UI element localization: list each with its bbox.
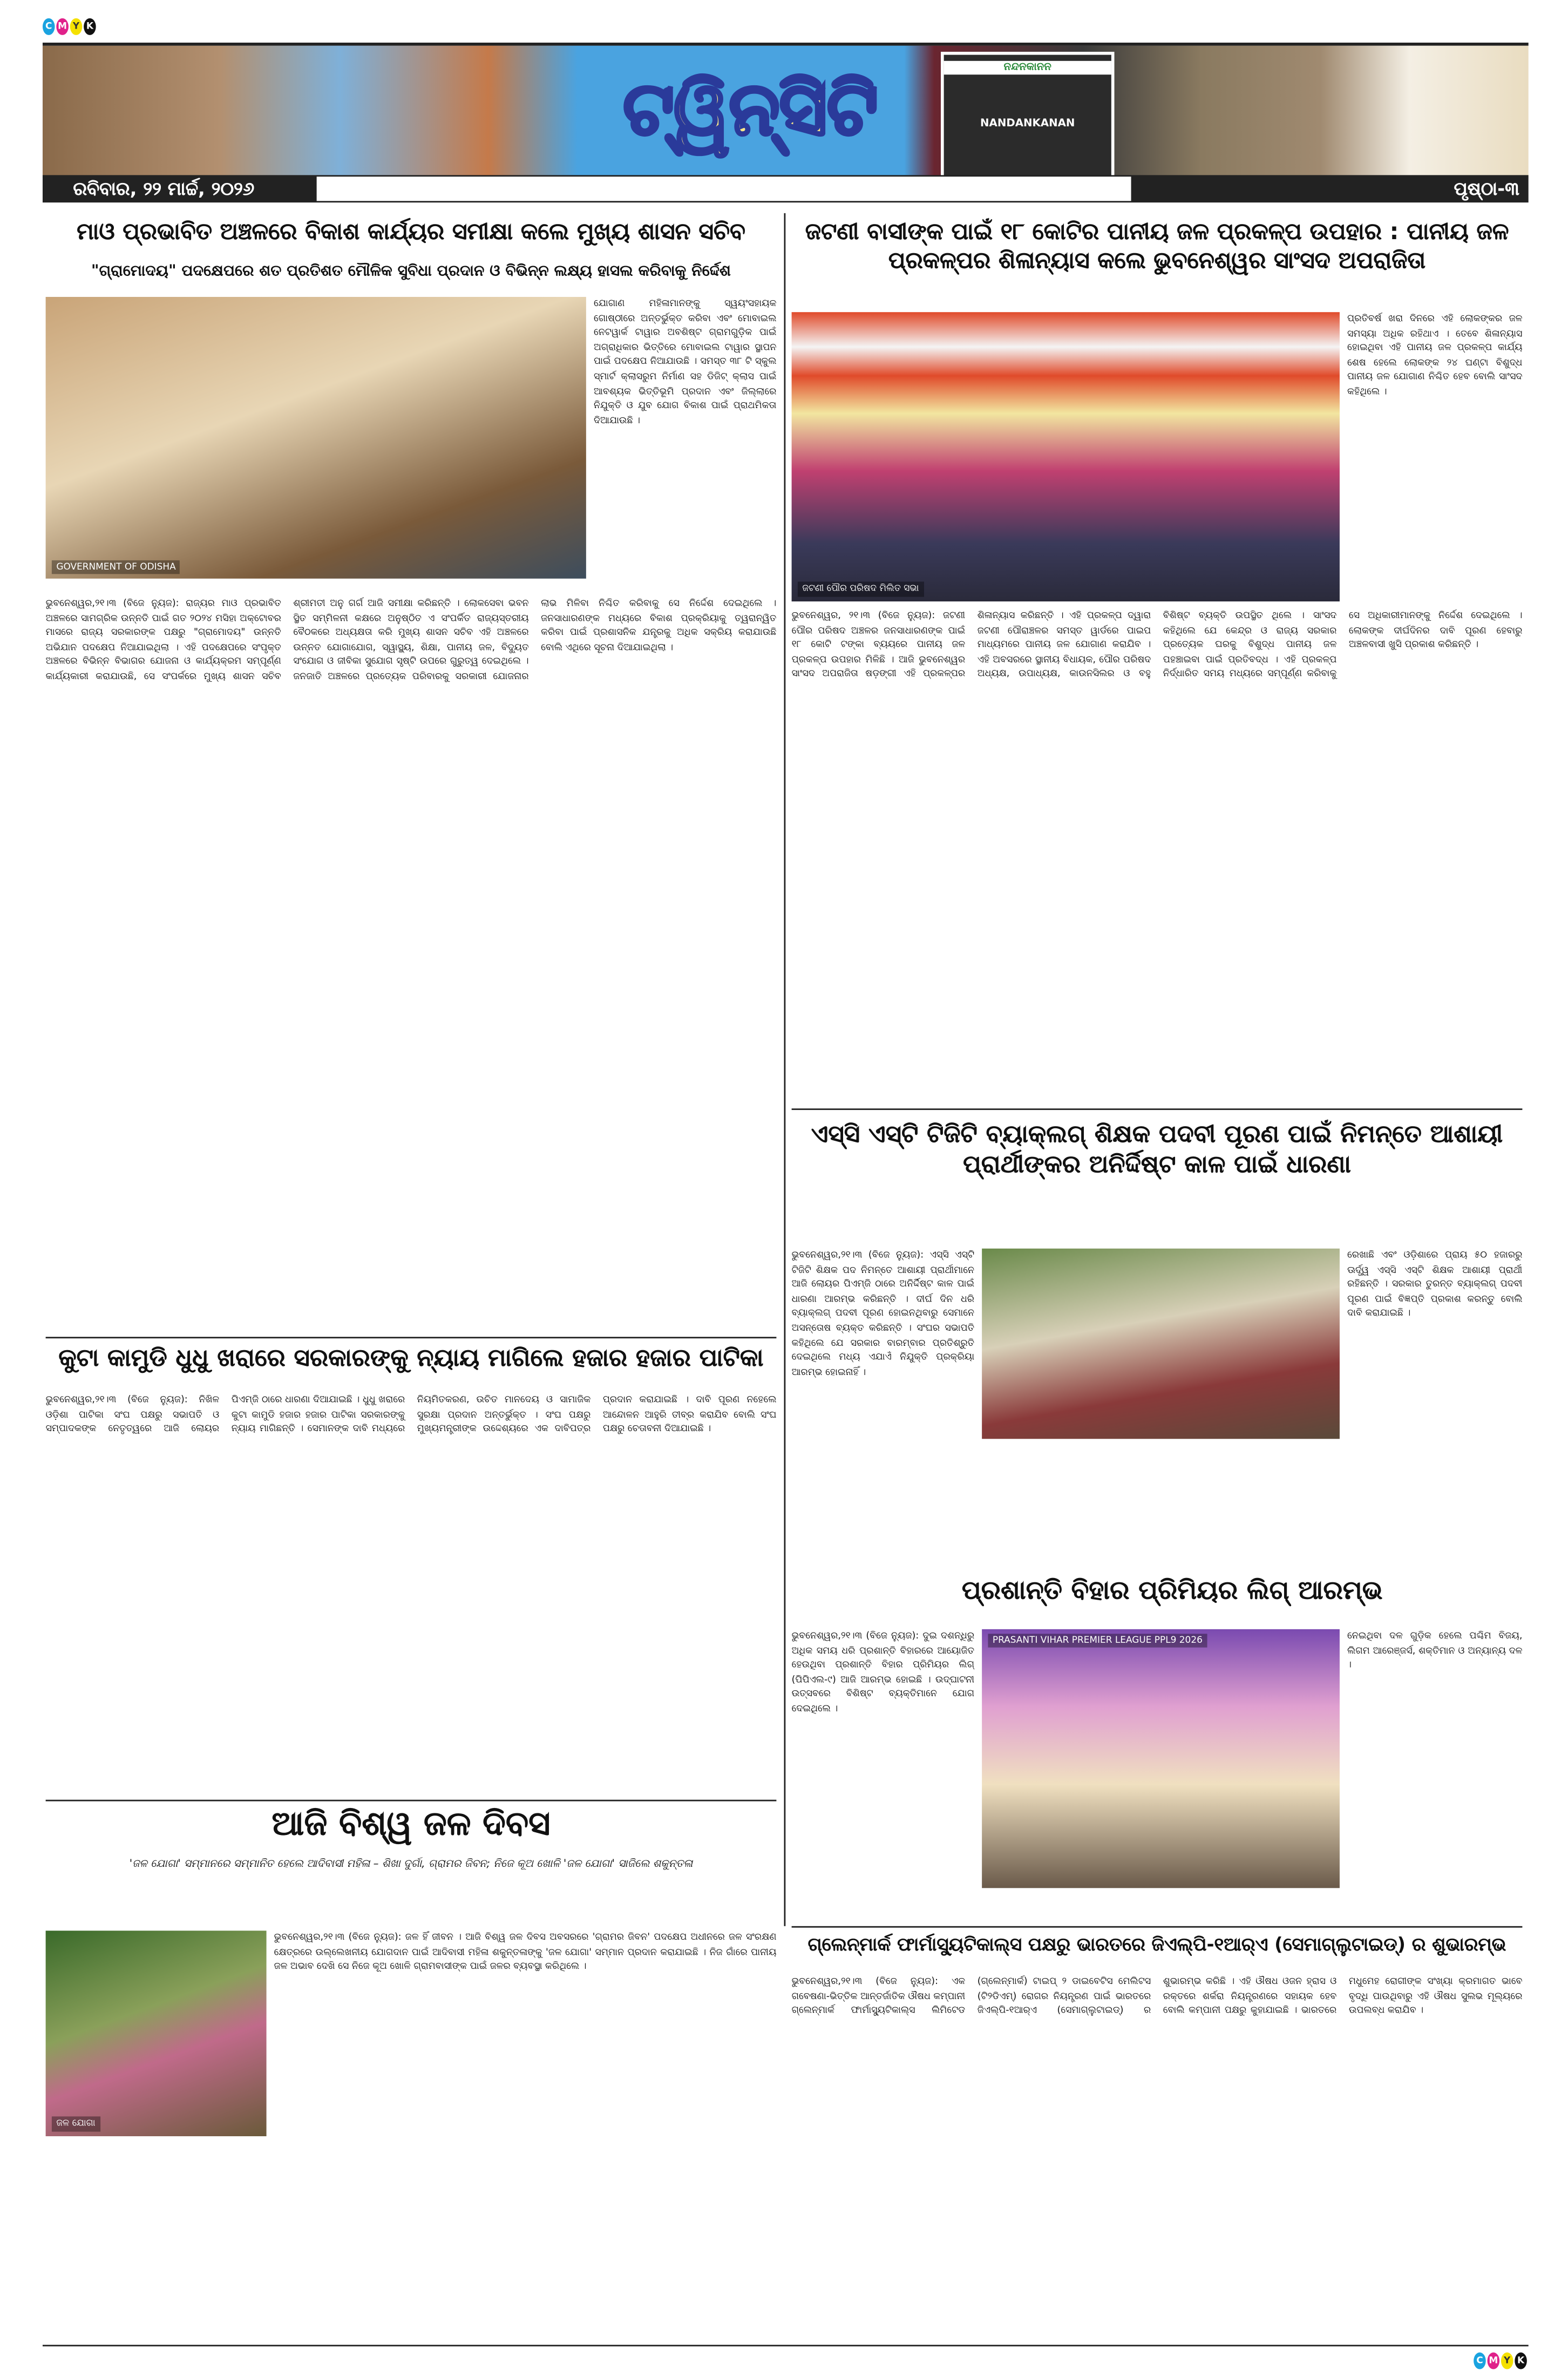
article-headline: ମାଓ ପ୍ରଭାବିତ ଅଞ୍ଚଳରେ ବିକାଶ କାର୍ଯ୍ୟର ସମୀକ୍ଷା କଲେ ମୁଖ୍ୟ ଶାସନ ସଚିବ (77, 218, 745, 246)
photo-caption: ଜଳ ଯୋଗା (52, 2116, 100, 2131)
article-body: ଭୁବନେଶ୍ୱର, ୨୧।୩ (ବିଜେ ନ୍ୟୁଜ): ଜଟଣୀ ପୌର ପରିଷଦ ଅଞ୍ଚଳର ଜନସାଧାରଣଙ୍କ ପାଇଁ ୧୮ କୋଟି ଟଙ୍କା ବ୍ୟୟରେ ପାନୀୟ ଜଳ ପ୍ରକଳ୍ପ ଉପହାର ମିଳିଛି । ଆଜି ଭୁବନେଶ୍ୱର ସାଂସଦ ଅପରାଜିତା ଷଡ଼ଙ୍ଗୀ ଏହି ପ୍ରକଳ୍ପର ଶିଳାନ୍ୟାସ କରିଛନ୍ତି । ଏହି ପ୍ରକଳ୍ପ ଦ୍ୱାରା ଜଟଣୀ ପୌରାଞ୍ଚଳର ସମସ୍ତ ୱାର୍ଡରେ ପାଇପ ମାଧ୍ୟମରେ ପାନୀୟ ଜଳ ଯୋଗାଣ କରାଯିବ । ଏହି ଅବସରରେ ସ୍ଥାନୀୟ ବିଧାୟକ, ପୌର ପରିଷଦ ଅଧ୍ୟକ୍ଷ, ଉପାଧ୍ୟକ୍ଷ, କାଉନସିଲର ଓ ବହୁ ବିଶିଷ୍ଟ ବ୍ୟକ୍ତି ଉପସ୍ଥିତ ଥିଲେ । ସାଂସଦ କହିଥିଲେ ଯେ କେନ୍ଦ୍ର ଓ ରାଜ୍ୟ ସରକାର ପ୍ରତ୍ୟେକ ଘରକୁ ବିଶୁଦ୍ଧ ପାନୀୟ ଜଳ ପହଞ୍ଚାଇବା ପାଇଁ ପ୍ରତିବଦ୍ଧ । ଏହି ପ୍ରକଳ୍ପ ନିର୍ଦ୍ଧାରିତ ସମୟ ମଧ୍ୟରେ ସମ୍ପୂର୍ଣ୍ଣ କରିବାକୁ ସେ ଅଧିକାରୀମାନଙ୍କୁ ନିର୍ଦ୍ଦେଶ ଦେଇଥିଲେ । ଲୋକଙ୍କ ଦୀର୍ଘଦିନର ଦାବି ପୂରଣ ହେବାରୁ ଅଞ୍ଚଳବାସୀ ଖୁସି ପ୍ରକାଶ କରିଛନ୍ତି । (791, 610, 1523, 680)
article-headline: କୁଟା କାମୁଡି ଧୁଧୁ ଖରାରେ ସରକାରଙ୍କୁ ନ୍ୟାୟ ମାଗିଲେ ହଜାର ହଜାର ପାଟିକା (58, 1343, 764, 1372)
article-headline: ଆଜି ବିଶ୍ୱ ଜଳ ଦିବସ (271, 1805, 551, 1844)
photo-caption: PRASANTI VIHAR PREMIER LEAGUE PPL9 2026 (988, 1634, 1207, 1647)
black-mark: K (84, 18, 96, 35)
nandankanan-gate-image (941, 52, 1115, 178)
article-body: ଭୁବନେଶ୍ୱର,୨୧।୩ (ବିଜେ ନ୍ୟୁଜ): ଏସ୍‌ସି ଏସ୍‌ଟି ଟିଜିଟି ଶିକ୍ଷକ ପଦ ନିମନ୍ତେ ଆଶାୟୀ ପ୍ରାର୍ଥୀମାନେ ଆଜି ଲୋୟର ପିଏମ୍‌ଜି ଠାରେ ଅନିର୍ଦ୍ଦିଷ୍ଟ କାଳ ପାଇଁ ଧାରଣା ଆରମ୍ଭ କରିଛନ୍ତି । ଦୀର୍ଘ ଦିନ ଧରି ବ୍ୟାକ୍‌ଲଗ୍ ପଦବୀ ପୂରଣ ହୋଇନଥିବାରୁ ସେମାନେ ଅସନ୍ତୋଷ ବ୍ୟକ୍ତ କରିଛନ୍ତି । ସଂଘର ସଭାପତି କହିଥିଲେ ଯେ ସରକାର ବାରମ୍ବାର ପ୍ରତିଶ୍ରୁତି ଦେଇଥିଲେ ମଧ୍ୟ ଏଯାଏଁ ନିଯୁକ୍ତି ପ୍ରକ୍ରିୟା ଆରମ୍ଭ ହୋଇନାହିଁ । (791, 1250, 975, 1378)
article-headline: ଏସ୍‌ସି ଏସ୍‌ଟି ଟିଜିଟି ବ୍ୟାକ୍‌ଲଗ୍ ଶିକ୍ଷକ ପଦବୀ ପୂରଣ ପାଇଁ ନିମନ୍ତେ ଆଶାୟୀ ପ୍ରାର୍ଥୀଙ୍କର ଅନିର୍ଦ୍ଦିଷ୍ଟ କାଳ ପାଇଁ ଧାରଣା (811, 1119, 1503, 1179)
article-body: ଭୁବନେଶ୍ୱର,୨୧।୩ (ବିଜେ ନ୍ୟୁଜ): ଜଳ ହିଁ ଜୀବନ । ଆଜି ବିଶ୍ୱ ଜଳ ଦିବସ ଅବସରରେ 'ଗ୍ରାମର ଜିବନ' ପଦକ୍ଷେପ ଅଧୀନରେ ଜଳ ସଂରକ୍ଷଣ କ୍ଷେତ୍ରରେ ଉଲ୍ଲେଖନୀୟ ଯୋଗଦାନ ପାଇଁ ଆଦିବାସୀ ମହିଳା ଶକୁନ୍ତଳାଙ୍କୁ 'ଜଳ ଯୋଗା' ସମ୍ମାନ ପ୍ରଦାନ କରାଯାଇଛି । ନିଜ ଗାଁରେ ପାନୀୟ ଜଳ ଅଭାବ ଦେଖି ସେ ନିଜେ କୂଅ ଖୋଳି ଗ୍ରାମବାସୀଙ୍କ ପାଇଁ ଜଳର ବ୍ୟବସ୍ଥା କରିଥିଲେ । (274, 1932, 777, 1973)
league-photo (982, 1629, 1340, 1888)
yellow-mark: Y (70, 18, 83, 35)
article-side-text: ନେଇଥିବା ଦଳ ଗୁଡ଼ିକ ହେଲେ ପଶ୍ଚିମ ବିଜୟ, ଲିଗମ ଆରେଞ୍ଜର୍ସ, ଶକ୍ତିମାନ ଓ ଅନ୍ୟାନ୍ୟ ଦଳ । (1347, 1630, 1523, 1671)
registration-marks-top (43, 18, 96, 35)
date-bar-blank (317, 177, 1131, 201)
masthead-title: ଟ୍ୱିନ୍‌ସିଟି (623, 67, 878, 153)
article-body: ଭୁବନେଶ୍ୱର,୨୧।୩ (ବିଜେ ନ୍ୟୁଜ): ଦୁଇ ଦଶନ୍ଧିରୁ ଅଧିକ ସମୟ ଧରି ପ୍ରଶାନ୍ତି ବିହାରରେ ଆୟୋଜିତ ହେଉଥିବା ପ୍ରଶାନ୍ତି ବିହାର ପ୍ରିମିୟର ଲିଗ୍ (ପିପିଏଲ-୯) ଆଜି ଆରମ୍ଭ ହୋଇଛି । ଉଦ୍‌ଘାଟନୀ ଉତ୍ସବରେ ବିଶିଷ୍ଟ ବ୍ୟକ୍ତିମାନେ ଯୋଗ ଦେଇଥିଲେ । (791, 1630, 975, 1715)
nandankanan-sign-en: NANDANKANAN (980, 117, 1075, 130)
registration-marks-bottom (1474, 2353, 1527, 2369)
article-body: ଭୁବନେଶ୍ୱର,୨୧।୩ (ବିଜେ ନ୍ୟୁଜ): ଏକ ଗବେଷଣା-ଭିତ୍ତିକ ଆନ୍ତର୍ଜାତିକ ଔଷଧ କମ୍ପାନୀ ଗ୍ଲେନ୍‌ମାର୍କ ଫାର୍ମାସ୍ୟୁଟିକାଲ୍ସ ଲିମିଟେଡ (ଗ୍ଲେନ୍‌ମାର୍କ) ଟାଇପ୍ ୨ ଡାଇବେଟିସ ମେଲିଟସ (ଟି୨ଡିଏମ୍) ରୋଗର ନିୟନ୍ତ୍ରଣ ପାଇଁ ଭାରତରେ ଜିଏଲ୍‌ପି-୧ଆର୍‌ଏ (ସେମାଗ୍ଲୁଟାଇଡ୍) ର ଶୁଭାରମ୍ଭ କରିଛି । ଏହି ଔଷଧ ଓଜନ ହ୍ରାସ ଓ ରକ୍ତରେ ଶର୍କରା ନିୟନ୍ତ୍ରଣରେ ସହାୟକ ହେବ ବୋଲି କମ୍ପାନୀ ପକ୍ଷରୁ କୁହାଯାଇଛି । ଭାରତରେ ମଧୁମେହ ରୋଗୀଙ୍କ ସଂଖ୍ୟା କ୍ରମାଗତ ଭାବେ ବୃଦ୍ଧି ପାଉଥିବାରୁ ଏହି ଔଷଧ ସୁଲଭ ମୂଲ୍ୟରେ ଉପଲବ୍ଧ କରାଯିବ । (791, 1976, 1523, 2016)
event-photo (792, 312, 1340, 601)
article-intro: 'ଜଳ ଯୋଗା' ସମ୍ମାନରେ ସମ୍ମାନିତ ହେଲେ ଆଦିବାସୀ ମହିଳା – ଶିଖା ଦୁର୍ଗା, ଗ୍ରାମର ଜିବନ; ନିଜେ କୂଅ ଖୋଳି 'ଜଳ ଯୋଗା' ସାଜିଲେ ଶକୁନ୍ତଳା (129, 1857, 693, 1870)
issue-date: ରବିବାର, ୨୨ ମାର୍ଚ୍ଚ, ୨୦୨୬ (73, 178, 255, 200)
nandankanan-sign-odia: ନନ୍ଦନକାନନ (944, 61, 1111, 75)
water-day-photo (46, 1931, 267, 2136)
black-mark: K (1515, 2353, 1527, 2369)
photo-caption: GOVERNMENT OF ODISHA (52, 560, 180, 574)
article-side-text: ପ୍ରତିବର୍ଷ ଖରା ଦିନରେ ଏହି ଲୋକଙ୍କର ଜଳ ସମସ୍ୟା ଅଧିକ ରହିଥାଏ । ତେବେ ଶିଳାନ୍ୟାସ ହୋଇଥିବା ଏହି ପାନୀୟ ଜଳ ପ୍ରକଳ୍ପ କାର୍ଯ୍ୟ ଶେଷ ହେଲେ ଲୋକଙ୍କ ୨୪ ଘଣ୍ଟା ବିଶୁଦ୍ଧ ପାନୀୟ ଜଳ ଯୋଗାଣ ନିଶ୍ଚିତ ହେବ ବୋଲି ସାଂସଦ କହିଥିଲେ । (1347, 314, 1523, 398)
article-headline: ଜଟଣୀ ବାସୀଙ୍କ ପାଇଁ ୧୮ କୋଟିର ପାନୀୟ ଜଳ ପ୍ରକଳ୍ପ ଉପହାର : ପାନୀୟ ଜଳ ପ୍ରକଳ୍ପର ଶିଳାନ୍ୟାସ କଲେ ଭୁବନେଶ୍ୱର ସାଂସଦ ଅପରାଜିତା (805, 218, 1509, 274)
article-body: ଭୁବନେଶ୍ୱର,୨୧।୩ (ବିଜେ ନ୍ୟୁଜ): ରାଜ୍ୟର ମାଓ ପ୍ରଭାବିତ ଅଞ୍ଚଳରେ ସାମଗ୍ରିକ ଉନ୍ନତି ପାଇଁ ଗତ ୨୦୨୪ ମସିହା ଅକ୍ଟୋବର ମାସରେ ରାଜ୍ୟ ସରକାରଙ୍କ ପକ୍ଷରୁ "ଗ୍ରାମୋଦୟ" ଉନ୍ନତି ଅଭିଯାନ ପଦକ୍ଷେପ ନିଆଯାଇଥିଲା । ଏହି ପଦକ୍ଷେପରେ ସଂପୃକ୍ତ ଅଞ୍ଚଳରେ ବିଭିନ୍ନ ବିଭାଗର ଯୋଜନା ଓ କାର୍ଯ୍ୟକ୍ରମ ସମ୍ପୂର୍ଣ୍ଣ କାର୍ଯ୍ୟକାରୀ କରାଯାଉଛି, ସେ ସଂପର୍କରେ ମୁଖ୍ୟ ଶାସନ ସଚିବ ଶ୍ରୀମତୀ ଅନୁ ଗର୍ଗ ଆଜି ସମୀକ୍ଷା କରିଛନ୍ତି । ଲୋକସେବା ଭବନ ସ୍ଥିତ ସମ୍ମିଳନୀ କକ୍ଷରେ ଅନୁଷ୍ଠିତ ଏ ସଂପର୍କିତ ରାଜ୍ୟସ୍ତରୀୟ ବୈଠକରେ ଅଧ୍ୟକ୍ଷତା କରି ମୁଖ୍ୟ ଶାସନ ସଚିବ ଏହି ଅଞ୍ଚଳରେ ଉନ୍ନତ ଯୋଗାଯୋଗ, ସ୍ୱାସ୍ଥ୍ୟ, ଶିକ୍ଷା, ପାନୀୟ ଜଳ, ବିଦ୍ୟୁତ ସଂଯୋଗ ଓ ଜୀବିକା ସୁଯୋଗ ସୃଷ୍ଟି ଉପରେ ଗୁରୁତ୍ୱ ଦେଇଥିଲେ । ଜନଜାତି ଅଞ୍ଚଳରେ ପ୍ରତ୍ୟେକ ପରିବାରକୁ ସରକାରୀ ଯୋଜନାର ଲାଭ ମିଳିବା ନିଶ୍ଚିତ କରିବାକୁ ସେ ନିର୍ଦ୍ଦେଶ ଦେଇଥିଲେ । ଜନସାଧାରଣଙ୍କ ମଧ୍ୟରେ ବିକାଶ ପ୍ରକ୍ରିୟାକୁ ତ୍ୱରାନ୍ୱିତ କରିବା ପାଇଁ ପ୍ରଶାସନିକ ଯନ୍ତ୍ରକୁ ଅଧିକ ସକ୍ରିୟ କରାଯାଉଛି ବୋଲି ଏଥିରେ ସୂଚନା ଦିଆଯାଇଥିଲା । (45, 598, 777, 682)
page-number: ପୃଷ୍ଠା-୩ (1454, 178, 1519, 200)
article-side-text: ରେଖାଛି ଏବଂ ଓଡ଼ିଶାରେ ପ୍ରାୟ ୫୦ ହଜାରରୁ ଊର୍ଦ୍ଧ୍ୱ ଏସ୍‌ସି ଏସ୍‌ଟି ଶିକ୍ଷକ ଆଶାୟୀ ପ୍ରାର୍ଥୀ ରହିଛନ୍ତି । ସରକାର ତୁରନ୍ତ ବ୍ୟାକ୍‌ଲଗ୍ ପଦବୀ ପୂରଣ ପାଇଁ ବିଜ୍ଞପ୍ତି ପ୍ରକାଶ କରନ୍ତୁ ବୋଲି ଦାବି କରାଯାଇଛି । (1347, 1250, 1523, 1319)
article-body: ଭୁବନେଶ୍ୱର,୨୧।୩ (ବିଜେ ନ୍ୟୁଜ): ନିଖିଳ ଓଡ଼ିଶା ପାଟିକା ସଂଘ ପକ୍ଷରୁ ସଭାପତି ଓ ସମ୍ପାଦକଙ୍କ ନେତୃତ୍ୱରେ ଆଜି ଲୋୟର ପିଏମ୍‌ଜି ଠାରେ ଧାରଣା ଦିଆଯାଇଛି । ଧୁଧୁ ଖରାରେ କୁଟା କାମୁଡି ହଜାର ହଜାର ପାଟିକା ସରକାରଙ୍କୁ ନ୍ୟାୟ ମାଗିଛନ୍ତି । ସେମାନଙ୍କ ଦାବି ମଧ୍ୟରେ ନିୟମିତକରଣ, ଉଚିତ ମାନଦେୟ ଓ ସାମାଜିକ ସୁରକ୍ଷା ପ୍ରଦାନ ଅନ୍ତର୍ଭୁକ୍ତ । ସଂଘ ପକ୍ଷରୁ ମୁଖ୍ୟମନ୍ତ୍ରୀଙ୍କ ଉଦ୍ଦେଶ୍ୟରେ ଏକ ଦାବିପତ୍ର ପ୍ରଦାନ କରାଯାଇଛି । ଦାବି ପୂରଣ ନହେଲେ ଆନ୍ଦୋଳନ ଆହୁରି ତୀବ୍ର କରାଯିବ ବୋଲି ସଂଘ ପକ୍ଷରୁ ଚେତାବନୀ ଦିଆଯାଇଛି । (45, 1394, 777, 1435)
article-headline: ଗ୍ଲେନ୍‌ମାର୍କ ଫାର୍ମାସ୍ୟୁଟିକାଲ୍ସ ପକ୍ଷରୁ ଭାରତରେ ଜିଏଲ୍‌ପି-୧ଆର୍‌ଏ (ସେମାଗ୍ଲୁଟାଇଡ୍) ର ଶୁଭାରମ୍ଭ (807, 1933, 1506, 1955)
masthead-banner (43, 43, 1529, 178)
magenta-mark: M (56, 18, 69, 35)
cyan-mark: C (1474, 2353, 1486, 2369)
protest-photo (982, 1249, 1340, 1439)
photo-caption: ଜଟଣୀ ପୌର ପରିଷଦ ମିଲିତ ସଭା (798, 581, 924, 597)
date-bar (43, 175, 1529, 202)
article-headline: ପ୍ରଶାନ୍ତି ବିହାର ପ୍ରିମିୟର ଲିଗ୍ ଆରମ୍ଭ (961, 1576, 1383, 1607)
article-side-text: ଯୋଗାଣ ମହିଳାମାନଙ୍କୁ ସ୍ୱୟଂସହାୟକ ଗୋଷ୍ଠୀରେ ଅନ୍ତର୍ଭୁକ୍ତ କରିବା ଏବଂ ମୋବାଇଲ ନେଟୱାର୍କ ଟାୱାର ଅବଶିଷ୍ଟ ଗ୍ରାମଗୁଡ଼ିକ ପାଇଁ ଅଗ୍ରାଧିକାର ଭିତ୍ତିରେ ମୋବାଇଲ ଟାୱାର ସ୍ଥାପନ ପାଇଁ ପଦକ୍ଷେପ ନିଆଯାଉଛି । ସମସ୍ତ ୩୮ ଟି ସ୍କୁଲ ସ୍ମାର୍ଟ କ୍ଲାସରୁମ ନିର୍ମାଣ ସହ ଡିଜିଟ୍ କ୍ଲାସ ପାଇଁ ଆବଶ୍ୟକ ଭିତ୍ତିଭୂମି ପ୍ରଦାନ ଏବଂ ଜିଲ୍ଲାରେ ନିଯୁକ୍ତି ଓ ଯୁବ ଯୋଗ ବିକାଶ ପାଇଁ ପ୍ରାଥମିକତା ଦିଆଯାଉଛି । (593, 298, 777, 426)
yellow-mark: Y (1501, 2353, 1513, 2369)
magenta-mark: M (1488, 2353, 1500, 2369)
meeting-photo (46, 297, 586, 579)
article-subhead: "ଗ୍ରାମୋଦୟ" ପଦକ୍ଷେପରେ ଶତ ପ୍ରତିଶତ ମୌଳିକ ସୁବିଧା ପ୍ରଦାନ ଓ ବିଭିନ୍ନ ଲକ୍ଷ୍ୟ ହାସଲ କରିବାକୁ ନିର୍ଦ୍ଦେଶ (91, 263, 731, 280)
cyan-mark: C (43, 18, 55, 35)
